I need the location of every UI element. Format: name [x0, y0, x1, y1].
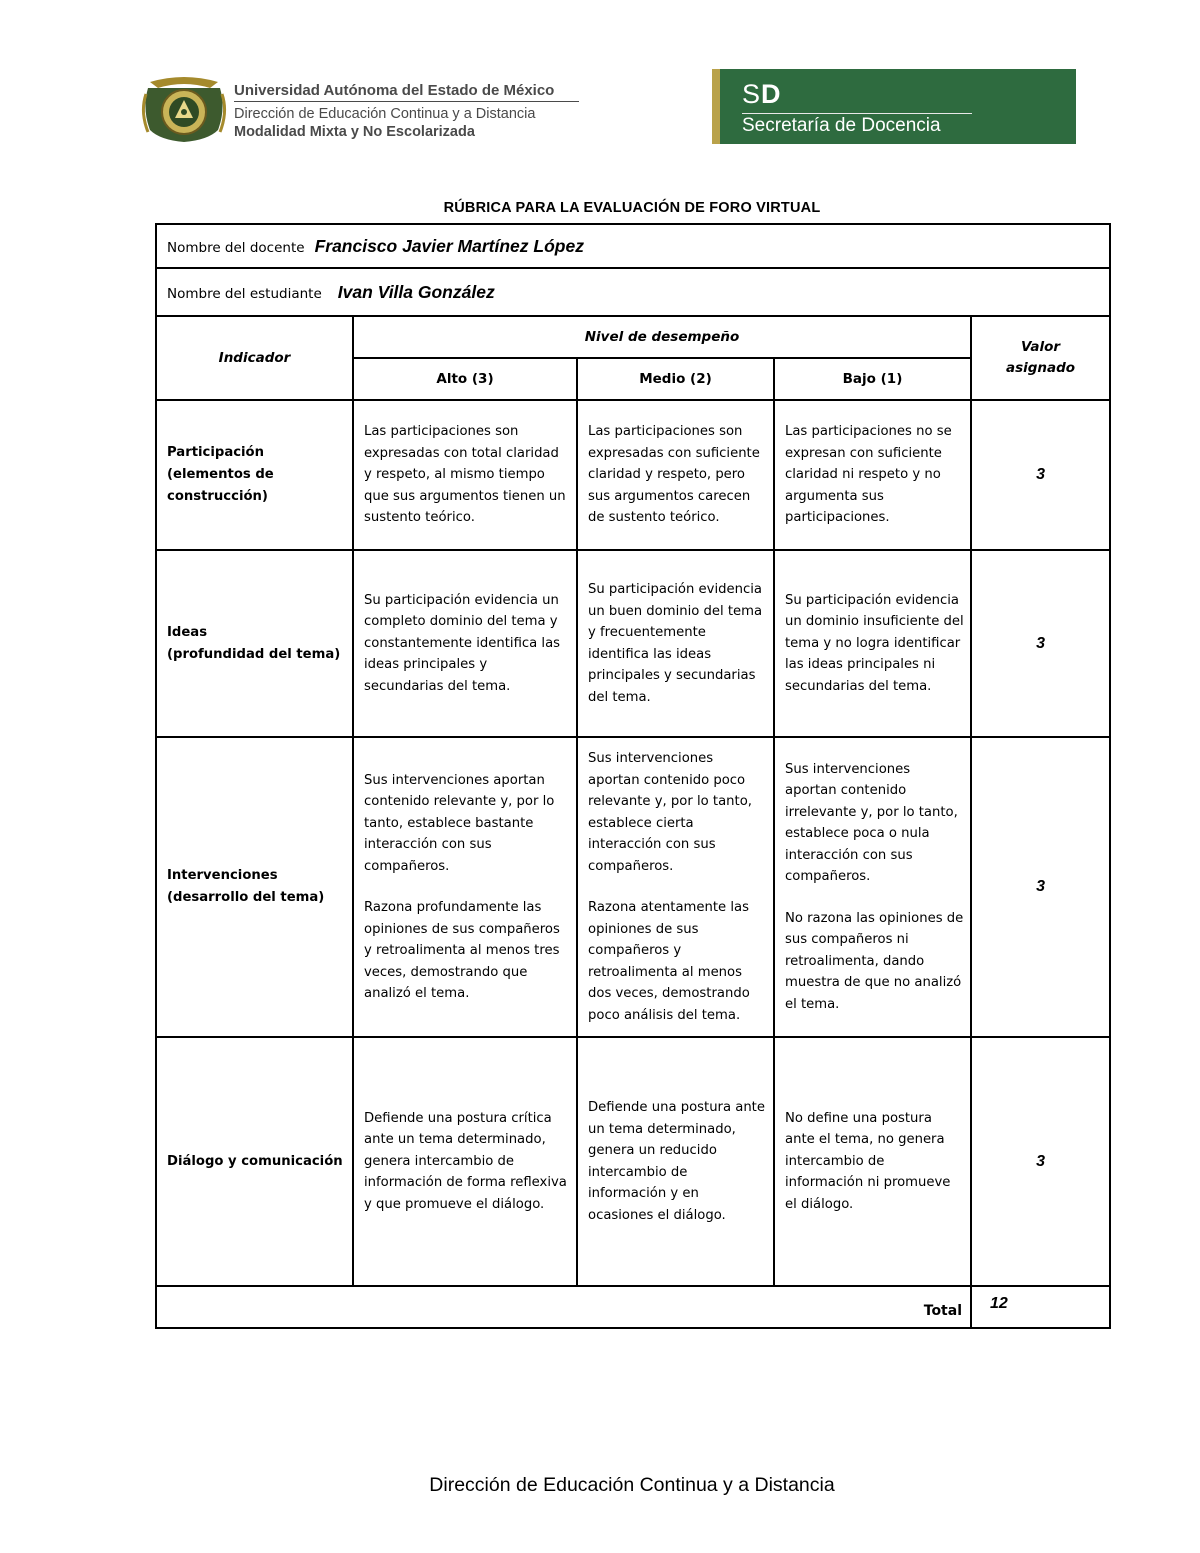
indicator-line: (profundidad del tema) — [167, 646, 341, 662]
student-row — [156, 268, 1110, 316]
sd-logo-text: SD — [742, 79, 782, 109]
university-seal-icon — [140, 74, 228, 144]
indicator-cell — [156, 550, 353, 737]
total-row — [156, 1286, 1110, 1328]
document-title: RÚBRICA PARA LA EVALUACIÓN DE FORO VIRTUAL — [443, 200, 821, 216]
sd-name: Secretaría de Docencia — [742, 115, 941, 136]
medium-level-header: Medio (2) — [577, 358, 774, 400]
value-header: Valor asignado — [971, 316, 1110, 400]
rubric-table — [155, 223, 1111, 1329]
medium-description: Sus intervenciones aportan contenido poco relevante y, por lo tanto, establece cierta interacción con sus compañeros. Razona atentamente las opiniones de sus compañeros y retroalimenta al menos dos veces, demostrando poco análisis del tema. — [577, 737, 774, 1037]
score-value: 3 — [971, 1037, 1110, 1286]
rubric-row-dialogo — [156, 1037, 1110, 1286]
teacher-row — [156, 224, 1110, 268]
rubric-row-intervenciones — [156, 737, 1110, 1037]
low-description: Las participaciones no se expresan con suficiente claridad ni respeto y no argumenta sus participaciones. — [774, 400, 971, 550]
sd-banner-stripe — [712, 69, 720, 144]
institution-text — [234, 82, 614, 141]
score-value: 3 — [971, 550, 1110, 737]
high-description: Defiende una postura crítica ante un tema determinado, genera intercambio de información de forma reflexiva y que promueve el diálogo. — [353, 1037, 577, 1286]
low-description: Sus intervenciones aportan contenido irrelevante y, por lo tanto, establece poca o nula interacción con sus compañeros. No razona las opiniones de sus compañeros ni retroalimenta, dando muestra de que no analizó el tema. — [774, 737, 971, 1037]
high-description: Su participación evidencia un completo dominio del tema y constantemente identifica las ideas principales y secundarias del tema. — [353, 550, 577, 737]
teacher-cell — [156, 224, 1110, 268]
indicator-cell — [156, 737, 353, 1037]
medium-description: Las participaciones son expresadas con suficiente claridad y respeto, pero sus argumentos carecen de sustento teórico. — [577, 400, 774, 550]
rubric-row-ideas — [156, 550, 1110, 737]
student-name: Ivan Villa González — [337, 281, 495, 302]
indicator-line: Intervenciones — [167, 868, 278, 883]
indicator-line: Participación — [167, 445, 264, 460]
indicator-cell — [156, 1037, 353, 1286]
teacher-label: Nombre del docente — [167, 239, 305, 256]
low-description: No define una postura ante el tema, no genera intercambio de información ni promueve el diálogo. — [774, 1037, 971, 1286]
score-value: 3 — [971, 400, 1110, 550]
indicator-line: (desarrollo del tema) — [167, 890, 325, 905]
modality-name: Modalidad Mixta y No Escolarizada — [234, 124, 475, 140]
student-label: Nombre del estudiante — [167, 285, 322, 302]
high-description: Sus intervenciones aportan contenido relevante y, por lo tanto, establece bastante interacción con sus compañeros. Razona profundamente las opiniones de sus compañeros y retroalimenta al menos tres veces, demostrando que analizó el tema. — [353, 737, 577, 1037]
medium-description: Su participación evidencia un buen dominio del tema y frecuentemente identifica las ideas principales y secundarias del tema. — [577, 550, 774, 737]
indicator-line: (elementos de — [167, 467, 274, 482]
institution-divider — [234, 101, 579, 102]
student-cell — [156, 268, 1110, 316]
header-row-1 — [156, 316, 1110, 358]
sd-divider — [742, 113, 972, 114]
direction-name: Dirección de Educación Continua y a Distancia — [234, 106, 536, 122]
medium-description: Defiende una postura ante un tema determinado, genera un reducido intercambio de información y en ocasiones el diálogo. — [577, 1037, 774, 1286]
teacher-name: Francisco Javier Martínez López — [314, 235, 584, 256]
page-footer: Dirección de Educación Continua y a Distancia — [429, 1474, 835, 1496]
low-description: Su participación evidencia un dominio insuficiente del tema y no logra identificar las ideas principales ni secundarias del tema. — [774, 550, 971, 737]
level-header: Nivel de desempeño — [353, 316, 971, 358]
score-value: 3 — [971, 737, 1110, 1037]
indicator-cell — [156, 400, 353, 550]
total-value: 12 — [971, 1286, 1110, 1328]
high-description: Las participaciones son expresadas con total claridad y respeto, al mismo tiempo que sus argumentos tienen un sustento teórico. — [353, 400, 577, 550]
low-level-header: Bajo (1) — [774, 358, 971, 400]
total-label: Total — [156, 1286, 971, 1328]
rubric-row-participacion — [156, 400, 1110, 550]
university-name: Universidad Autónoma del Estado de México — [234, 82, 555, 99]
indicator-line: construcción) — [167, 489, 268, 504]
indicator-line: Diálogo y comunicación — [167, 1153, 343, 1169]
page-header — [0, 0, 1200, 170]
sd-banner — [712, 69, 1076, 144]
indicator-header: Indicador — [156, 316, 353, 400]
indicator-line: Ideas — [167, 624, 208, 640]
high-level-header: Alto (3) — [353, 358, 577, 400]
